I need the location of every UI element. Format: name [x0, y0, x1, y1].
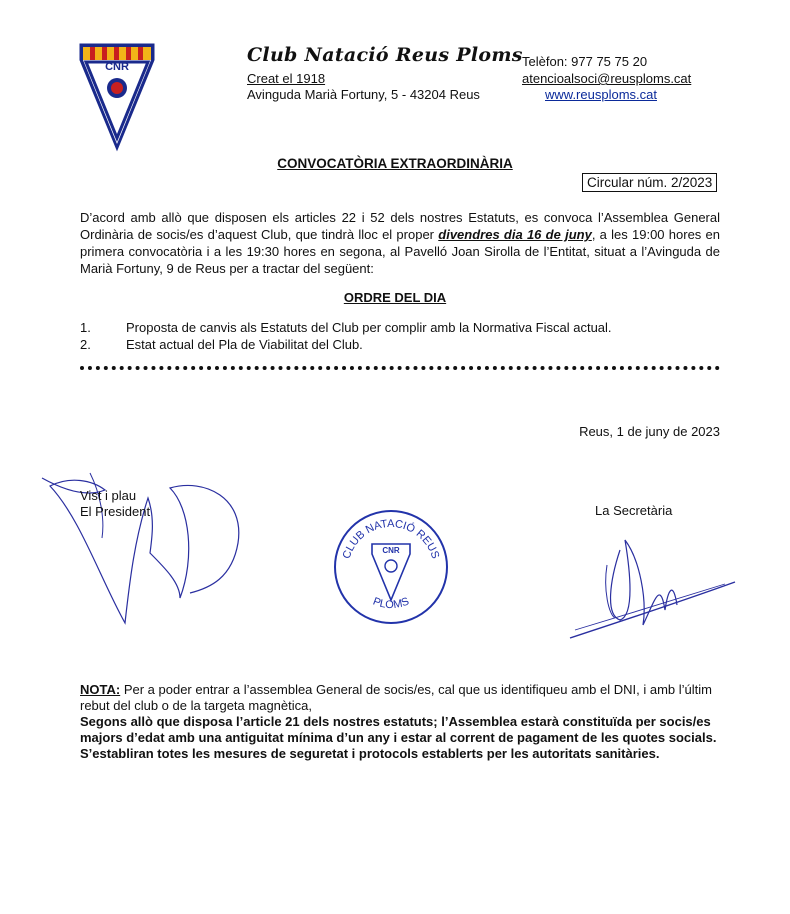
logo-text: CNR	[105, 61, 129, 73]
secretary-label: La Secretària	[595, 503, 673, 518]
club-email-link[interactable]: atencioalsoci@reusploms.cat	[522, 71, 692, 86]
intro-paragraph	[80, 209, 720, 277]
approval-line: Vist i plau	[80, 488, 137, 503]
club-phone: Telèfon: 977 75 75 20	[522, 54, 648, 69]
intro-text-1: D’acord amb allò que disposen els articles 22 i 52 dels nostres Estatuts, es convoca l’Assemblea General Ordinària de socis/es d’aquest Club, que tindrà lloc el proper	[80, 210, 720, 242]
stamp-top-text: CLUB NATACIÓ REUS	[340, 517, 442, 561]
note-label: NOTA:	[80, 682, 121, 697]
agenda-item	[80, 320, 612, 336]
club-stamp	[332, 508, 450, 626]
svg-text:PLOMS	[371, 595, 411, 611]
founded-line: Creat el 1918	[247, 71, 326, 86]
stamp-bottom-text: PLOMS	[371, 595, 411, 612]
president-label: El President	[80, 504, 151, 519]
club-logo	[78, 40, 156, 152]
note-block	[80, 682, 720, 762]
agenda-item-text: Proposta de canvis als Estatuts del Club per complir amb la Normativa Fiscal actual.	[126, 320, 612, 335]
agenda-item	[80, 337, 363, 353]
stamp-center-text: CNR	[382, 546, 400, 555]
circular-number: Circular núm. 2/2023	[582, 173, 717, 192]
club-website-link[interactable]: www.reusploms.cat	[545, 87, 657, 102]
agenda-title: ORDRE DEL DIA	[343, 290, 447, 305]
agenda-item-number: 2.	[80, 337, 91, 352]
dotted-divider	[80, 366, 720, 370]
agenda-item-number: 1.	[80, 320, 91, 335]
document-title: CONVOCATÒRIA EXTRAORDINÀRIA	[277, 156, 513, 171]
club-address: Avinguda Marià Fortuny, 5 - 43204 Reus	[247, 87, 480, 102]
secretary-signature	[565, 520, 740, 650]
intro-text-2: , a les 19:00 hores en primera convocatòria i a les 19:30 hores en segona, al Pavelló Joan Sirolla de l’Entitat, situat a l’Avinguda de Marià Fortuny, 9 de Reus per a tractar del següent:	[80, 227, 721, 276]
place-date: Reus, 1 de juny de 2023	[579, 424, 720, 439]
note-safety-paragraph: S’establiran totes les mesures de seguretat i protocols establerts per les autoritats sanitàries.	[80, 746, 660, 761]
club-name: Club Natació Reus Ploms	[247, 44, 523, 66]
meeting-date: divendres dia 16 de juny	[438, 227, 592, 242]
note-text: Per a poder entrar a l’assemblea General de socis/es, cal que us identifiqueu amb el DNI, i amb l’últim rebut del club o de la targeta magnètica,	[80, 682, 712, 713]
agenda-item-text: Estat actual del Pla de Viabilitat del Club.	[126, 337, 363, 352]
approval-block	[80, 488, 150, 520]
note-bold-paragraph: Segons allò que disposa l’article 21 dels nostres estatuts; l’Assemblea estarà constituïda per socis/es majors d’edat amb una antiguitat mínima d’un any i estar al corrent de pagament de les quotes socials.	[80, 714, 717, 745]
